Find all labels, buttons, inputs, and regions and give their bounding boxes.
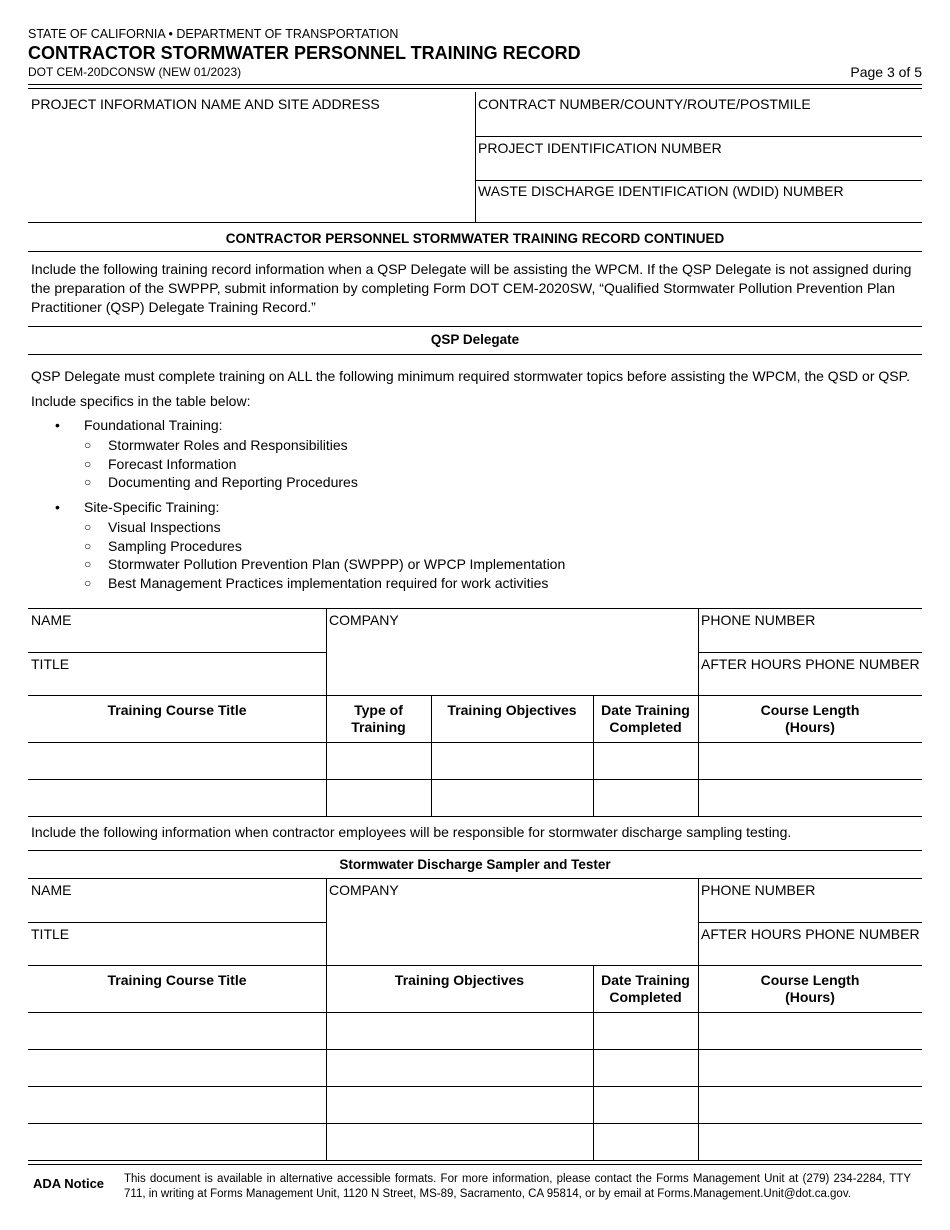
qsp-delegate-title: QSP Delegate <box>430 332 520 347</box>
list-item: Forecast Information <box>108 456 237 472</box>
column-header: Training Objectives <box>394 972 525 988</box>
sub-bullet: ○ <box>84 539 92 553</box>
list-item: Best Management Practices implementation required for work activities <box>108 575 549 591</box>
page-number: Page 3 of 5 <box>850 64 922 80</box>
qsp-title-field[interactable]: TITLE <box>31 656 70 672</box>
qsp-company-field[interactable]: COMPANY <box>329 612 399 628</box>
column-header: Training Objectives <box>447 702 577 718</box>
foundational-training-label: Foundational Training: <box>84 417 223 433</box>
wdid-field[interactable]: WASTE DISCHARGE IDENTIFICATION (WDID) NUMBER <box>478 183 844 199</box>
table-row[interactable] <box>28 1124 922 1159</box>
table-row[interactable] <box>28 780 922 815</box>
column-header: Type of Training <box>351 702 406 735</box>
sampler-company-field[interactable]: COMPANY <box>329 882 399 898</box>
column-header: Course Length (Hours) <box>760 702 860 735</box>
bullet-dot: • <box>55 499 60 515</box>
table-row[interactable] <box>28 743 922 778</box>
project-name-address-field[interactable]: PROJECT INFORMATION NAME AND SITE ADDRESS <box>31 96 380 112</box>
sampler-title: Stormwater Discharge Sampler and Tester <box>339 857 611 872</box>
ada-notice-text: This document is available in alternative accessible formats. For more information, please contact the Forms Management Unit at (279) 234-2284, TTY 711, in writing at Forms Management Unit, 1120 N Street, MS-89, Sacramento, CA 95814, or by email at Forms.Management.Unit@dot.ca.gov. <box>124 1173 911 1200</box>
form-title: CONTRACTOR STORMWATER PERSONNEL TRAINING RECORD <box>28 43 581 63</box>
column-header: Date Training Completed <box>601 702 690 735</box>
column-header: Training Course Title <box>107 702 247 718</box>
list-item: Documenting and Reporting Procedures <box>108 474 358 490</box>
qsp-name-field[interactable]: NAME <box>31 612 72 628</box>
sub-bullet: ○ <box>84 576 92 590</box>
site-specific-training-label: Site-Specific Training: <box>84 499 220 515</box>
intro-paragraph: Include the following training record information when a QSP Delegate will be assisting the WPCM. If the QSP Delegate is not assigned during the preparation of the SWPPP, submit information by completing Form DOT CEM-2020SW, “Qualified Stormwater Pollution Prevention Plan Practitioner (QSP) Delegate Training Record.” <box>31 261 912 315</box>
qsp-after-hours-field[interactable]: AFTER HOURS PHONE NUMBER <box>701 656 920 672</box>
sampler-title-field[interactable]: TITLE <box>31 926 70 942</box>
column-header: Training Course Title <box>107 972 247 988</box>
column-header: Date Training Completed <box>601 972 690 1005</box>
agency-line: STATE OF CALIFORNIA • DEPARTMENT OF TRANSPORTATION <box>28 27 399 41</box>
sub-bullet: ○ <box>84 475 92 489</box>
sampler-after-hours-field[interactable]: AFTER HOURS PHONE NUMBER <box>701 926 920 942</box>
contract-number-field[interactable]: CONTRACT NUMBER/COUNTY/ROUTE/POSTMILE <box>478 96 811 112</box>
table-row[interactable] <box>28 1087 922 1122</box>
section-title: CONTRACTOR PERSONNEL STORMWATER TRAINING RECORD CONTINUED <box>225 231 725 246</box>
sub-bullet: ○ <box>84 438 92 452</box>
sub-bullet: ○ <box>84 520 92 534</box>
list-item: Stormwater Pollution Prevention Plan (SWPPP) or WPCP Implementation <box>108 556 566 572</box>
form-id: DOT CEM-20DCONSW (NEW 01/2023) <box>28 65 242 79</box>
qsp-specifics: Include specifics in the table below: <box>31 393 251 409</box>
sampler-phone-field[interactable]: PHONE NUMBER <box>701 882 816 898</box>
list-item: Stormwater Roles and Responsibilities <box>108 437 348 453</box>
qsp-phone-field[interactable]: PHONE NUMBER <box>701 612 816 628</box>
sampling-note: Include the following information when contractor employees will be responsible for stormwater discharge sampling testing. <box>31 824 792 840</box>
list-item: Visual Inspections <box>108 519 221 535</box>
project-id-field[interactable]: PROJECT IDENTIFICATION NUMBER <box>478 140 722 156</box>
bullet-dot: • <box>55 417 60 433</box>
sub-bullet: ○ <box>84 457 92 471</box>
sub-bullet: ○ <box>84 557 92 571</box>
sampler-name-field[interactable]: NAME <box>31 882 72 898</box>
table-row[interactable] <box>28 1050 922 1085</box>
ada-notice-label: ADA Notice <box>33 1176 105 1191</box>
column-header: Course Length (Hours) <box>760 972 860 1005</box>
list-item: Sampling Procedures <box>108 538 242 554</box>
table-row[interactable] <box>28 1013 922 1048</box>
qsp-requirement: QSP Delegate must complete training on ALL the following minimum required stormwater topics before assisting the WPCM, the QSD or QSP. <box>31 368 911 384</box>
